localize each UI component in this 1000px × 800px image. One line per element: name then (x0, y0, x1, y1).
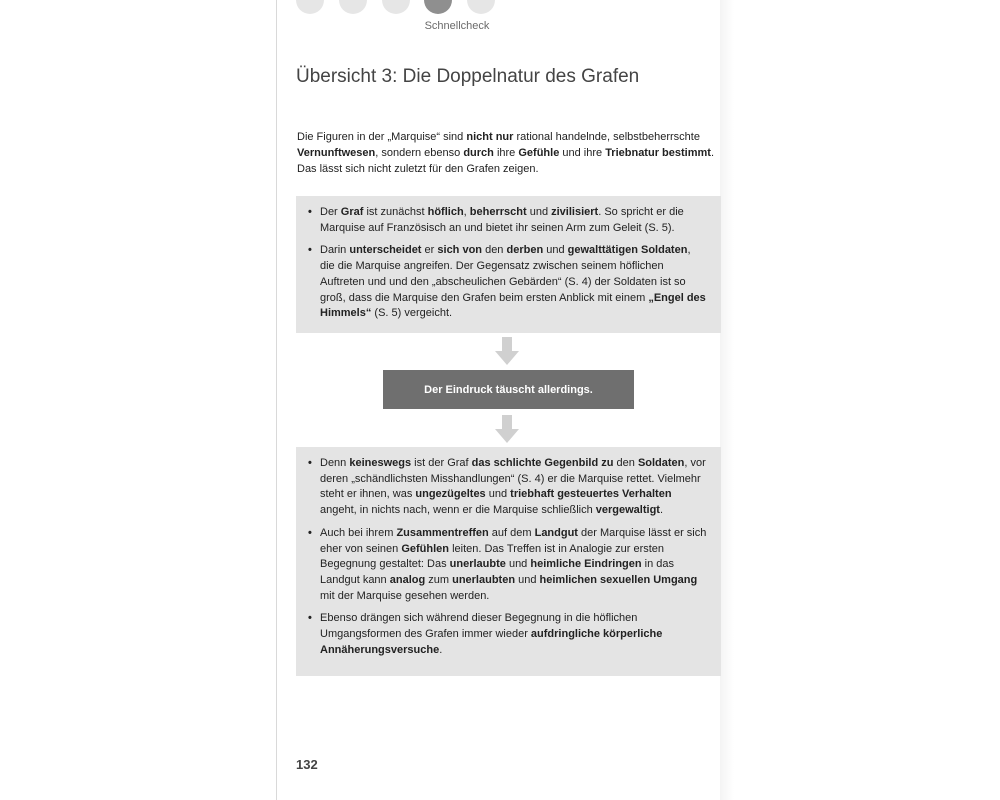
bullet-item: • Darin unterscheidet er sich von den derben und gewalttätigen Soldaten, die die Marquise angreifen. Der Gegensatz zwischen seinem höflichen Auftreten und und den „abscheulichen Gebärden“ (S. 4) der Soldaten ist so groß, dass die Marquise den Grafen beim ersten Anblick mit einem „Engel des Himmels“ (S. 5) vergeicht. (308, 243, 707, 322)
intro-paragraph: Die Figuren in der „Marquise“ sind nicht nur rational handelnde, selbstbeherrschte Vernunftwesen, sondern ebenso durch ihre Gefühle und ihre Triebnatur bestimmt. Das lässt sich nicht zuletzt für den Grafen zeigen. (297, 131, 714, 175)
progress-dots (296, 0, 516, 16)
progress-dot-2[interactable] (339, 0, 367, 14)
bullet-list (308, 456, 707, 658)
page-number: 132 (296, 757, 318, 772)
info-box-first (296, 196, 721, 333)
bullet-item: • Auch bei ihrem Zusammentreffen auf dem Landgut der Marquise lässt er sich eher von seinen Gefühlen leiten. Das Treffen ist in Analogie zur ersten Begegnung gestaltet: Das unerlaubte und heimliche Eindringen in das Landgut kann analog zum unerlaubten und heimlichen sexuellen Umgang mit der Marquise gesehen werden. (308, 526, 707, 605)
bullet-item: • Denn keineswegs ist der Graf das schlichte Gegenbild zu den Soldaten, vor deren „schändlichsten Misshandlungen“ (S. 4) er die Marquise rettet. Vielmehr steht er ihnen, was ungezügeltes und triebhaft gesteuertes Verhalten angeht, in nichts nach, wenn er die Marquise schließlich vergewaltigt. (308, 456, 707, 519)
progress-dot-5[interactable] (467, 0, 495, 14)
progress-dot-label: Schnellcheck (424, 20, 490, 32)
progress-dot-1[interactable] (296, 0, 324, 14)
progress-dot-3[interactable] (382, 0, 410, 14)
bullet-list (308, 205, 707, 322)
page-title: Übersicht 3: Die Doppelnatur des Grafen (296, 66, 640, 87)
down-arrow-icon (495, 337, 519, 365)
info-box-second (296, 447, 721, 676)
page-shadow (720, 0, 734, 800)
callout-box: Der Eindruck täuscht allerdings. (383, 370, 634, 409)
bullet-item: • Der Graf ist zunächst höflich, beherrscht und zivilisiert. So spricht er die Marquise auf Französisch an und bietet ihr seinen Arm zum Geleit (S. 5). (308, 205, 707, 236)
bullet-item: • Ebenso drängen sich während dieser Begegnung in die höflichen Umgangsformen des Grafen immer wieder aufdringliche körperliche Annäherungsversuche. (308, 611, 707, 658)
down-arrow-icon (495, 415, 519, 443)
page-edge (276, 0, 277, 800)
progress-dot-4-active[interactable] (424, 0, 452, 14)
